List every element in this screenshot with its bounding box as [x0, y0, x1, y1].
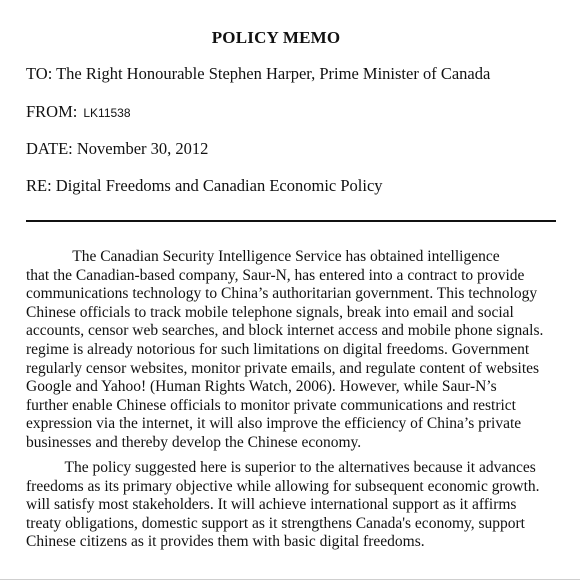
- paragraph-line: Google and Yahoo! (Human Rights Watch, 2006). However, while Saur-N’s: [26, 378, 497, 396]
- paragraph-line: Chinese officials to track mobile telephone signals, break into email and social: [26, 303, 514, 321]
- paragraph-line: freedoms as its primary objective while allowing for subsequent economic growth.: [26, 477, 540, 495]
- from-label: FROM:: [26, 102, 78, 121]
- paragraph-2: [26, 459, 556, 552]
- re-line: RE: Digital Freedoms and Canadian Economic Policy: [26, 176, 383, 195]
- paragraph-line: regime is already notorious for such limitations on digital freedoms. Government: [26, 340, 530, 358]
- paragraph-line: further enable Chinese officials to monitor private communications and restrict: [26, 396, 516, 414]
- paragraph-line: The policy suggested here is superior to the alternatives because it advances: [26, 459, 536, 476]
- paragraph-line: expression via the internet, it will also improve the efficiency of China’s private: [26, 415, 522, 433]
- paragraph-line: regularly censor websites, monitor private emails, and regulate content of websites: [26, 359, 540, 377]
- paragraph-line: will satisfy most stakeholders. It will achieve international support as it affirms: [26, 496, 517, 514]
- paragraph-line: Chinese citizens as it provides them with basic digital freedoms.: [26, 533, 425, 551]
- from-line: [26, 102, 131, 122]
- paragraph-1: [26, 248, 556, 453]
- to-line: TO: The Right Honourable Stephen Harper, Prime Minister of Canada: [26, 64, 491, 83]
- paragraph-line: that the Canadian-based company, Saur-N, has entered into a contract to provide: [26, 266, 525, 284]
- memo-title: POLICY MEMO: [211, 28, 341, 47]
- from-value: LK11538: [83, 106, 131, 120]
- paragraph-line: The Canadian Security Intelligence Service has obtained intelligence: [26, 248, 500, 265]
- paragraph-line: businesses and thereby develop the Chinese economy.: [26, 433, 362, 451]
- paragraph-line: communications technology to China’s authoritarian government. This technology: [26, 285, 538, 303]
- paragraph-line: accounts, censor web searches, and block internet access and mobile phone signals.: [26, 322, 544, 340]
- date-line: DATE: November 30, 2012: [26, 139, 209, 158]
- paragraph-line: treaty obligations, domestic support as it strengthens Canada's economy, support: [26, 514, 525, 532]
- header-divider: [26, 220, 556, 222]
